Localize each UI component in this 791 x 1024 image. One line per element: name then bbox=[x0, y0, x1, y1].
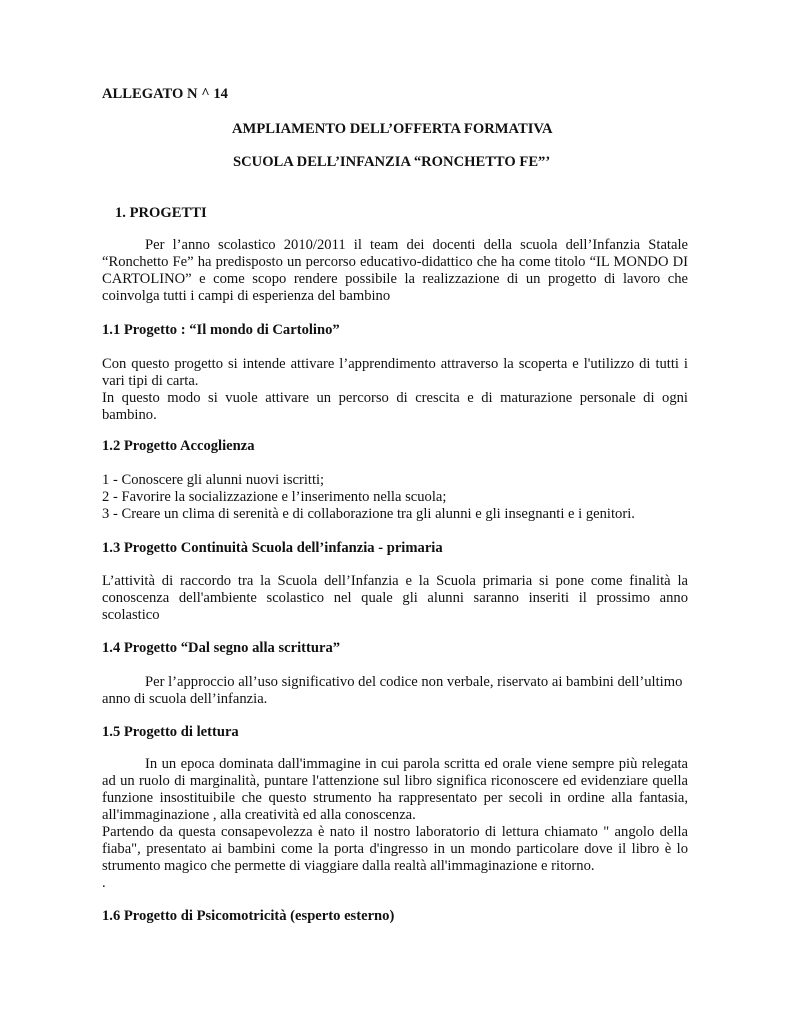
paragraph-line: ad un ruolo di marginalità, puntare l'attenzione sul libro significa riconoscere ed evidenziare quella bbox=[102, 773, 688, 789]
allegato-label: ALLEGATO N ^ 14 bbox=[102, 86, 228, 102]
section-heading-progetti: 1. PROGETTI bbox=[115, 205, 207, 221]
list-item: 2 - Favorire la socializzazione e l’inserimento nella scuola; bbox=[102, 489, 447, 505]
document-subtitle: SCUOLA DELL’INFANZIA “RONCHETTO FE”’ bbox=[233, 154, 551, 170]
paragraph-line: Per l’approccio all’uso significativo del codice non verbale, riservato ai bambini dell’ultimo bbox=[145, 674, 683, 690]
paragraph-line: In questo modo si vuole attivare un percorso di crescita e di maturazione personale di ogni bbox=[102, 390, 688, 406]
section-heading-1-3: 1.3 Progetto Continuità Scuola dell’infanzia - primaria bbox=[102, 540, 443, 556]
paragraph-line: Partendo da questa consapevolezza è nato il nostro laboratorio di lettura chiamato " angolo della bbox=[102, 824, 688, 840]
paragraph-line: Per l’anno scolastico 2010/2011 il team dei docenti della scuola dell’Infanzia Statale bbox=[145, 237, 688, 253]
section-heading-1-5: 1.5 Progetto di lettura bbox=[102, 724, 239, 740]
section-heading-1-2: 1.2 Progetto Accoglienza bbox=[102, 438, 255, 454]
paragraph-line: L’attività di raccordo tra la Scuola dell’Infanzia e la Scuola primaria si pone come finalità la bbox=[102, 573, 688, 589]
document-title: AMPLIAMENTO DELL’OFFERTA FORMATIVA bbox=[232, 121, 553, 137]
paragraph-line: conoscenza dell'ambiente scolastico nel quale gli alunni saranno inseriti il prossimo anno bbox=[102, 590, 688, 606]
paragraph-line: “Ronchetto Fe” ha predisposto un percorso educativo-didattico che ha come titolo “IL MONDO DI bbox=[102, 254, 688, 270]
paragraph-line: Con questo progetto si intende attivare l’apprendimento attraverso la scoperta e l'utilizzo di tutti i bbox=[102, 356, 688, 372]
list-item: 1 - Conoscere gli alunni nuovi iscritti; bbox=[102, 472, 325, 488]
paragraph-line: coinvolga tutti i campi di esperienza del bambino bbox=[102, 288, 391, 304]
section-heading-1-1: 1.1 Progetto : “Il mondo di Cartolino” bbox=[102, 322, 340, 338]
paragraph-line: anno di scuola dell’infanzia. bbox=[102, 691, 268, 707]
paragraph-line: CARTOLINO” e come scopo rendere possibile la realizzazione di un progetto di lavoro che bbox=[102, 271, 688, 287]
paragraph-line: scolastico bbox=[102, 607, 160, 623]
paragraph-line: strumento magico che permette di viaggiare dalla realtà all'immaginazione e ritorno. bbox=[102, 858, 595, 874]
paragraph-line: In un epoca dominata dall'immagine in cui parola scritta ed orale viene sempre più relegata bbox=[145, 756, 688, 772]
paragraph-line: all'immaginazione , alla creatività ed alla conoscenza. bbox=[102, 807, 416, 823]
paragraph-line: fiaba", presentato ai bambini come la porta d'ingresso in un mondo particolare dove il libro è lo bbox=[102, 841, 688, 857]
paragraph-line: bambino. bbox=[102, 407, 157, 423]
paragraph-line: . bbox=[102, 875, 106, 891]
paragraph-line: funzione insostituibile che questo strumento ha rappresentato per secoli in ordine alla fantasia, bbox=[102, 790, 688, 806]
list-item: 3 - Creare un clima di serenità e di collaborazione tra gli alunni e gli insegnanti e i genitori. bbox=[102, 506, 635, 522]
section-heading-1-6: 1.6 Progetto di Psicomotricità (esperto esterno) bbox=[102, 908, 395, 924]
paragraph-line: vari tipi di carta. bbox=[102, 373, 199, 389]
section-heading-1-4: 1.4 Progetto “Dal segno alla scrittura” bbox=[102, 640, 341, 656]
